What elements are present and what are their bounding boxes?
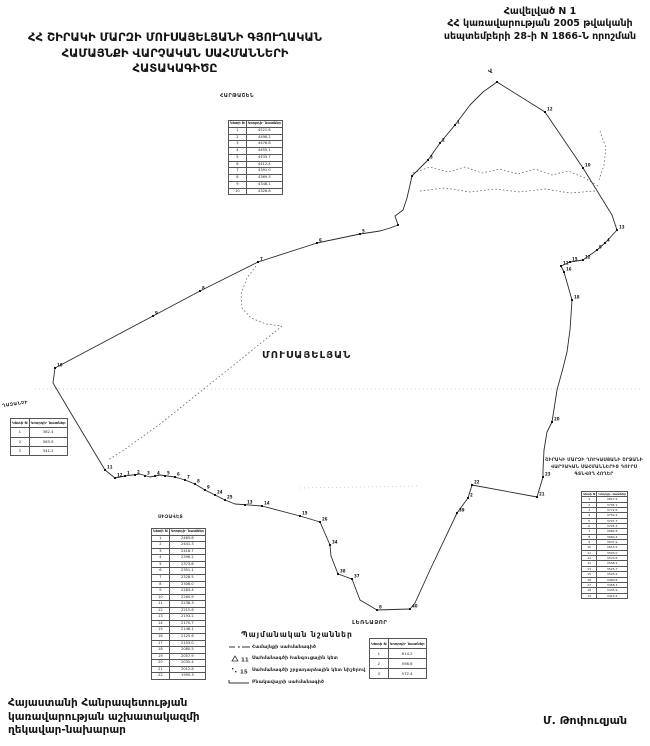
table-cell: 7	[152, 574, 170, 581]
table-header-cell: Կետի N	[370, 639, 389, 649]
table-cell: 3593.0	[597, 550, 628, 555]
internal-dotted-line	[413, 167, 598, 186]
table-cell: 4326.8	[246, 188, 282, 195]
boundary-point-marker	[214, 494, 216, 496]
table-cell: 3682.8	[597, 529, 628, 534]
legend-title: Պայմանական նշաններ	[241, 630, 353, 639]
boundary-point-number: 2	[137, 469, 140, 475]
table-row	[229, 127, 283, 134]
coordinate-table-bottom	[369, 638, 427, 679]
boundary-point-number: 9	[599, 244, 602, 250]
boundary-point-marker	[329, 544, 331, 546]
table-cell: 6	[582, 524, 597, 529]
table-header-row	[229, 121, 283, 128]
boundary-point-marker	[54, 367, 56, 369]
table-cell: 3503.2	[597, 572, 628, 577]
table-row	[370, 659, 427, 669]
table-cell: 2351.1	[169, 568, 205, 575]
table-cell: 22	[152, 673, 170, 680]
coordinate-table-west	[10, 418, 68, 456]
table-cell: 20	[152, 660, 170, 667]
boundary-point-number: 4	[607, 237, 610, 243]
table-cell: 4	[152, 555, 170, 562]
table-cell: 3660.4	[597, 534, 628, 539]
table-cell: 3570.6	[597, 556, 628, 561]
peak-point-label: Վ	[488, 68, 493, 75]
table-cell: 13	[152, 614, 170, 621]
table-cell: 3615.5	[597, 545, 628, 550]
table-header-cell: Կետի N	[11, 419, 30, 428]
table-cell: 18	[582, 588, 597, 593]
table-cell: 9	[582, 540, 597, 545]
table-row	[11, 428, 68, 437]
table-cell: 3	[582, 508, 597, 513]
boundary-point-marker	[144, 475, 146, 477]
annotation-line3: ԳՏՆՎՈՂ ՀՈՂԵՐ	[574, 471, 614, 477]
boundary-point-number: 8	[202, 285, 205, 291]
faint-scan-line	[300, 486, 420, 488]
table-cell: 2103.0	[169, 640, 205, 647]
table-cell: 2	[11, 437, 30, 446]
boundary-point-number: 7	[187, 474, 190, 480]
boundary-point-number: 12	[117, 472, 123, 478]
boundary-point-marker	[397, 224, 399, 226]
boundary-point-marker	[616, 229, 618, 231]
table-cell: 1	[582, 497, 597, 502]
table-cell: 2465.8	[169, 535, 205, 542]
table-cell: 2306.0	[169, 581, 205, 588]
table-cell: 8	[582, 534, 597, 539]
boundary-point-marker	[582, 167, 584, 169]
table-cell: 572.4	[388, 669, 426, 679]
table-row	[229, 141, 283, 148]
boundary-point-number: 39	[459, 507, 465, 513]
table-cell: 10	[582, 545, 597, 550]
legend-item-node-point	[228, 654, 366, 663]
table-cell: 4433.7	[246, 154, 282, 161]
table-row	[229, 154, 283, 161]
boundary-point-marker	[604, 242, 606, 244]
table-cell: 2057.9	[169, 653, 205, 660]
boundary-point-marker	[439, 142, 441, 144]
boundary-point-number: 6	[177, 471, 180, 477]
legend-item-label: Համայնքի սահմանագիծ	[252, 644, 317, 650]
table-cell: 11	[152, 601, 170, 608]
boundary-point-marker	[376, 609, 378, 611]
triangle-point-icon	[228, 654, 252, 663]
appendix-line3: սեպտեմբերի 28-ի N 1866-Ն որոշման	[443, 30, 637, 42]
table-header-cell: Կետի N	[152, 529, 170, 536]
table-cell: 19	[152, 653, 170, 660]
internal-dotted-line	[420, 188, 595, 193]
table-cell: 614.2	[388, 649, 426, 659]
boundary-point-marker	[563, 271, 565, 273]
table-header-row	[152, 529, 206, 536]
boundary-point-marker	[467, 497, 469, 499]
legend-item-community-boundary	[228, 643, 366, 651]
boundary-point-number: 4	[157, 470, 160, 476]
table-cell: 2170.7	[169, 620, 205, 627]
table-cell: 1	[152, 535, 170, 542]
annotation-line1: ՇԻՐԱԿԻ ՄԱՐԶԻ ՂՈՒԿԱՍՅԱՆԻ ՇՐՋԱՆԻ	[545, 458, 643, 463]
table-cell: 3772.6	[597, 508, 628, 513]
coordinate-table-north	[228, 120, 283, 195]
table-cell: 382.4	[29, 428, 67, 437]
issuing-office-block	[8, 697, 200, 738]
boundary-point-number: 15	[302, 510, 308, 516]
table-cell: 9	[229, 181, 247, 188]
table-cell: 7	[229, 168, 247, 175]
table-cell: 2260.9	[169, 594, 205, 601]
boundary-point-marker	[174, 476, 176, 478]
neighbor-label-north: ՀԱՐԹԱՇԵՆ	[220, 93, 254, 99]
table-cell: 3750.2	[597, 513, 628, 518]
table-header-cell: Կոորդի- նատներ	[246, 121, 282, 128]
dotted-point-icon	[228, 666, 252, 675]
table-cell: 1	[11, 428, 30, 437]
legend-item-label: Սահմանագծի շրջադարձային կետ նիշերով	[252, 668, 366, 673]
table-cell: 2035.4	[169, 660, 205, 667]
table-cell: 17	[582, 582, 597, 587]
solid-line-icon	[228, 678, 252, 686]
table-row	[11, 447, 68, 456]
table-cell: 365.9	[29, 437, 67, 446]
boundary-point-number: 2	[470, 492, 473, 498]
boundary-point-number: 7	[260, 256, 263, 262]
table-header-row	[11, 419, 68, 428]
boundary-point-number: 1	[457, 119, 460, 125]
table-header-cell: Կոորդի- նատներ	[29, 419, 67, 428]
neighbor-label-south: ԼԵՌՆԱՁՈՐ	[352, 620, 388, 626]
table-cell: 4455.1	[246, 148, 282, 155]
table-row	[370, 649, 427, 659]
table-cell: 14	[152, 620, 170, 627]
table-cell: 3413.4	[597, 593, 628, 598]
boundary-point-marker	[571, 299, 573, 301]
issuing-office-line2: կառավարության աշխատակազմի	[8, 710, 200, 723]
table-cell: 4521.6	[246, 127, 282, 134]
boundary-point-marker	[569, 261, 571, 263]
table-cell: 3	[229, 141, 247, 148]
table-cell: 2125.6	[169, 634, 205, 641]
table-cell: 341.2	[29, 447, 67, 456]
document-title-line2: ՀԱՄԱՅՆՔԻ ՎԱՐՉԱԿԱՆ ՍԱՀՄԱՆՆԵՐԻ	[61, 45, 289, 60]
boundary-point-marker	[544, 111, 546, 113]
table-cell: 6	[152, 568, 170, 575]
table-cell: 12	[582, 556, 597, 561]
boundary-point-number: 8	[379, 604, 382, 610]
table-cell: 2080.5	[169, 647, 205, 654]
boundary-point-marker	[199, 290, 201, 292]
boundary-point-number: 13	[619, 224, 625, 230]
table-cell: 13	[582, 561, 597, 566]
table-row	[229, 188, 283, 195]
table-cell: 5	[229, 154, 247, 161]
table-cell: 2215.8	[169, 607, 205, 614]
table-cell: 2441.3	[169, 542, 205, 549]
table-cell: 17	[152, 640, 170, 647]
boundary-point-marker	[204, 489, 206, 491]
table-cell: 3458.3	[597, 582, 628, 587]
boundary-point-number: 12	[585, 254, 591, 260]
table-cell: 598.6	[388, 659, 426, 669]
table-cell: 10	[229, 188, 247, 195]
boundary-point-number: 23	[545, 471, 551, 477]
issuing-office-line1: Հայաստանի Հանրապետության	[8, 697, 188, 709]
table-cell: 2373.6	[169, 561, 205, 568]
out-of-boundary-annotation	[538, 458, 650, 478]
issuing-office-line3: ղեկավար-նախարար	[8, 724, 126, 737]
table-row	[229, 148, 283, 155]
table-cell: 16	[582, 577, 597, 582]
signature-name: Մ. Թոփուզյան	[543, 714, 628, 727]
table-cell: 4369.5	[246, 175, 282, 182]
table-cell: 2193.2	[169, 614, 205, 621]
boundary-point-number: 3	[147, 470, 150, 476]
legend-item-label: Սահմանագծի հանգուցային կետ	[252, 656, 339, 661]
boundary-point-marker	[351, 578, 353, 580]
dash-dot-line-icon	[228, 643, 252, 651]
boundary-point-number: 11	[563, 260, 569, 266]
coordinate-table-east	[581, 491, 628, 599]
table-header-cell: Կոորդի- նատներ	[598, 492, 626, 496]
table-cell: 21	[152, 666, 170, 673]
legend	[228, 630, 366, 689]
coordinate-table-south-title: ՍԻԶԱՎԵՏ	[158, 515, 183, 520]
boundary-point-number: 38	[340, 568, 346, 574]
boundary-point-number: 24	[217, 489, 223, 495]
table-cell: 6	[229, 161, 247, 168]
boundary-point-marker	[359, 233, 361, 235]
table-cell: 4498.2	[246, 134, 282, 141]
boundary-point-number: 25	[227, 494, 233, 500]
table-cell: 4	[582, 513, 597, 518]
boundary-point-marker	[560, 265, 562, 267]
boundary-point-marker	[164, 475, 166, 477]
boundary-point-marker	[316, 242, 318, 244]
table-cell: 8	[229, 175, 247, 182]
table-cell: 2238.3	[169, 601, 205, 608]
boundary-point-number: 26	[322, 516, 328, 522]
table-cell: 11	[582, 550, 597, 555]
table-cell: 2	[370, 659, 389, 669]
table-cell: 2	[152, 542, 170, 549]
boundary-point-marker	[154, 475, 156, 477]
boundary-point-marker	[409, 608, 411, 610]
boundary-point-marker	[456, 512, 458, 514]
table-cell: 4391.0	[246, 168, 282, 175]
boundary-point-marker	[337, 573, 339, 575]
table-cell: 19	[582, 593, 597, 598]
boundary-point-number: 18	[574, 294, 580, 300]
table-cell: 4476.8	[246, 141, 282, 148]
boundary-point-marker	[124, 475, 126, 477]
document-title-line1: ՀՀ ՇԻՐԱԿԻ ՄԱՐԶԻ ՄՈՒՍԱՅԵԼՅԱՆԻ ԳՅՈՒՂԱԿԱՆ	[27, 30, 323, 44]
boundary-point-marker	[411, 175, 413, 177]
table-cell: 1	[229, 127, 247, 134]
table-row	[229, 161, 283, 168]
boundary-point-number: 21	[539, 491, 545, 497]
boundary-point-marker	[104, 469, 106, 471]
table-header-cell: Կետի N	[583, 492, 596, 496]
boundary-point-marker	[152, 315, 154, 317]
table-cell: 3	[152, 548, 170, 555]
table-cell: 4412.4	[246, 161, 282, 168]
community-boundary-outline	[53, 82, 617, 610]
legend-item-label: Բնակավայրի սահմանագիծ	[252, 679, 325, 685]
boundary-point-number: 11	[107, 464, 113, 470]
boundary-point-number: 9	[155, 310, 158, 316]
table-cell: 2148.1	[169, 627, 205, 634]
boundary-point-marker	[134, 474, 136, 476]
table-cell: 3548.1	[597, 561, 628, 566]
table-header-cell: Կետի N	[229, 121, 247, 128]
table-cell: 2	[582, 502, 597, 507]
boundary-point-number: 2	[442, 137, 445, 143]
table-cell: 10	[152, 594, 170, 601]
table-cell: 1990.3	[169, 673, 205, 680]
boundary-point-marker	[471, 484, 473, 486]
table-cell: 2283.4	[169, 588, 205, 595]
boundary-point-number: 6	[319, 237, 322, 243]
table-cell: 2328.5	[169, 574, 205, 581]
boundary-point-marker	[582, 259, 584, 261]
table-cell: 9	[152, 588, 170, 595]
appendix-line2: ՀՀ կառավարության 2005 թվականի	[447, 18, 633, 30]
table-header-cell: Կոորդի- նատներ	[169, 529, 205, 536]
boundary-point-number: 13	[247, 499, 253, 505]
boundary-point-number: 1	[127, 470, 130, 476]
coordinate-table-south	[151, 528, 206, 680]
boundary-point-number: 34	[332, 539, 338, 545]
boundary-point-marker	[184, 479, 186, 481]
boundary-point-marker	[536, 496, 538, 498]
table-row	[11, 437, 68, 446]
boundary-point-number: 10	[57, 362, 63, 368]
boundary-point-number: 20	[554, 416, 560, 422]
table-row	[229, 134, 283, 141]
appendix-line1: Հավելված N 1	[503, 6, 577, 17]
boundary-point-marker	[244, 504, 246, 506]
annotation-line2: ՎԱՐՉԱԿԱՆ ՍԱՀՄԱՆՆԵՐԻՑ ԴՈՒՐՍ	[550, 464, 638, 470]
table-cell: 3795.1	[597, 502, 628, 507]
table-header-cell: Կոորդի- նատներ	[388, 639, 426, 649]
boundary-point-marker	[224, 499, 226, 501]
table-cell: 14	[582, 566, 597, 571]
table-header-row	[582, 492, 628, 497]
table-row	[152, 673, 206, 680]
boundary-point-number: 37	[354, 573, 360, 579]
boundary-point-number: 14	[264, 500, 270, 506]
table-row	[370, 669, 427, 679]
boundary-point-marker	[194, 483, 196, 485]
boundary-point-number: 5	[167, 470, 170, 476]
boundary-point-marker	[319, 521, 321, 523]
boundary-point-number: 16	[566, 266, 572, 272]
boundary-point-marker	[114, 477, 116, 479]
table-cell: 7	[582, 529, 597, 534]
table-cell: 1	[370, 649, 389, 659]
table-row	[229, 175, 283, 182]
boundary-point-number: 3	[430, 154, 433, 160]
boundary-point-number: 10	[585, 162, 591, 168]
table-row	[229, 168, 283, 175]
table-cell: 3817.5	[597, 497, 628, 502]
boundary-point-number: 40	[412, 603, 418, 609]
table-cell: 2	[229, 134, 247, 141]
table-cell: 2418.7	[169, 548, 205, 555]
boundary-point-number: 8	[197, 478, 200, 484]
boundary-point-marker	[496, 81, 498, 83]
table-cell: 3525.7	[597, 566, 628, 571]
table-cell: 3435.9	[597, 588, 628, 593]
table-cell: 15	[152, 627, 170, 634]
boundary-point-marker	[257, 261, 259, 263]
legend-item-settlement-boundary	[228, 678, 366, 686]
community-name-label: ՄՈՒՍԱՅԵԼՅԱՆ	[262, 350, 352, 361]
boundary-point-marker	[454, 124, 456, 126]
table-row	[229, 181, 283, 188]
table-cell: 3	[370, 669, 389, 679]
table-row	[582, 593, 628, 598]
svg-text:15: 15	[240, 669, 248, 675]
internal-dotted-line	[599, 131, 606, 180]
table-cell: 4	[229, 148, 247, 155]
table-cell: 16	[152, 634, 170, 641]
svg-text:11: 11	[241, 657, 249, 663]
table-cell: 3705.3	[597, 524, 628, 529]
table-cell: 5	[582, 518, 597, 523]
table-cell: 8	[152, 581, 170, 588]
boundary-point-marker	[299, 515, 301, 517]
boundary-point-marker	[551, 421, 553, 423]
boundary-point-number: 12	[547, 106, 553, 112]
internal-dotted-line	[108, 326, 282, 460]
table-header-row	[370, 639, 427, 649]
table-cell: 3	[11, 447, 30, 456]
table-cell: 2012.8	[169, 666, 205, 673]
boundary-point-number: 15	[572, 256, 578, 262]
neighbor-label-west: ՂԱԶԱՆՉԻ	[2, 400, 29, 409]
table-cell: 3727.7	[597, 518, 628, 523]
internal-dotted-line	[241, 266, 282, 326]
table-cell: 15	[582, 572, 597, 577]
boundary-point-number: 22	[474, 479, 480, 485]
table-cell: 5	[152, 561, 170, 568]
table-cell: 12	[152, 607, 170, 614]
table-cell: 3480.8	[597, 577, 628, 582]
boundary-point-number: 9	[207, 484, 210, 490]
table-cell: 4348.1	[246, 181, 282, 188]
legend-item-turn-point	[228, 666, 366, 675]
table-cell: 2396.2	[169, 555, 205, 562]
boundary-point-number: 5	[362, 228, 365, 234]
table-cell: 3637.9	[597, 540, 628, 545]
boundary-point-marker	[427, 159, 429, 161]
boundary-point-marker	[596, 249, 598, 251]
document-title-line3: ՀԱՏԱԿԱԳԻԾԸ	[132, 61, 218, 76]
table-cell: 18	[152, 647, 170, 654]
boundary-point-marker	[261, 505, 263, 507]
